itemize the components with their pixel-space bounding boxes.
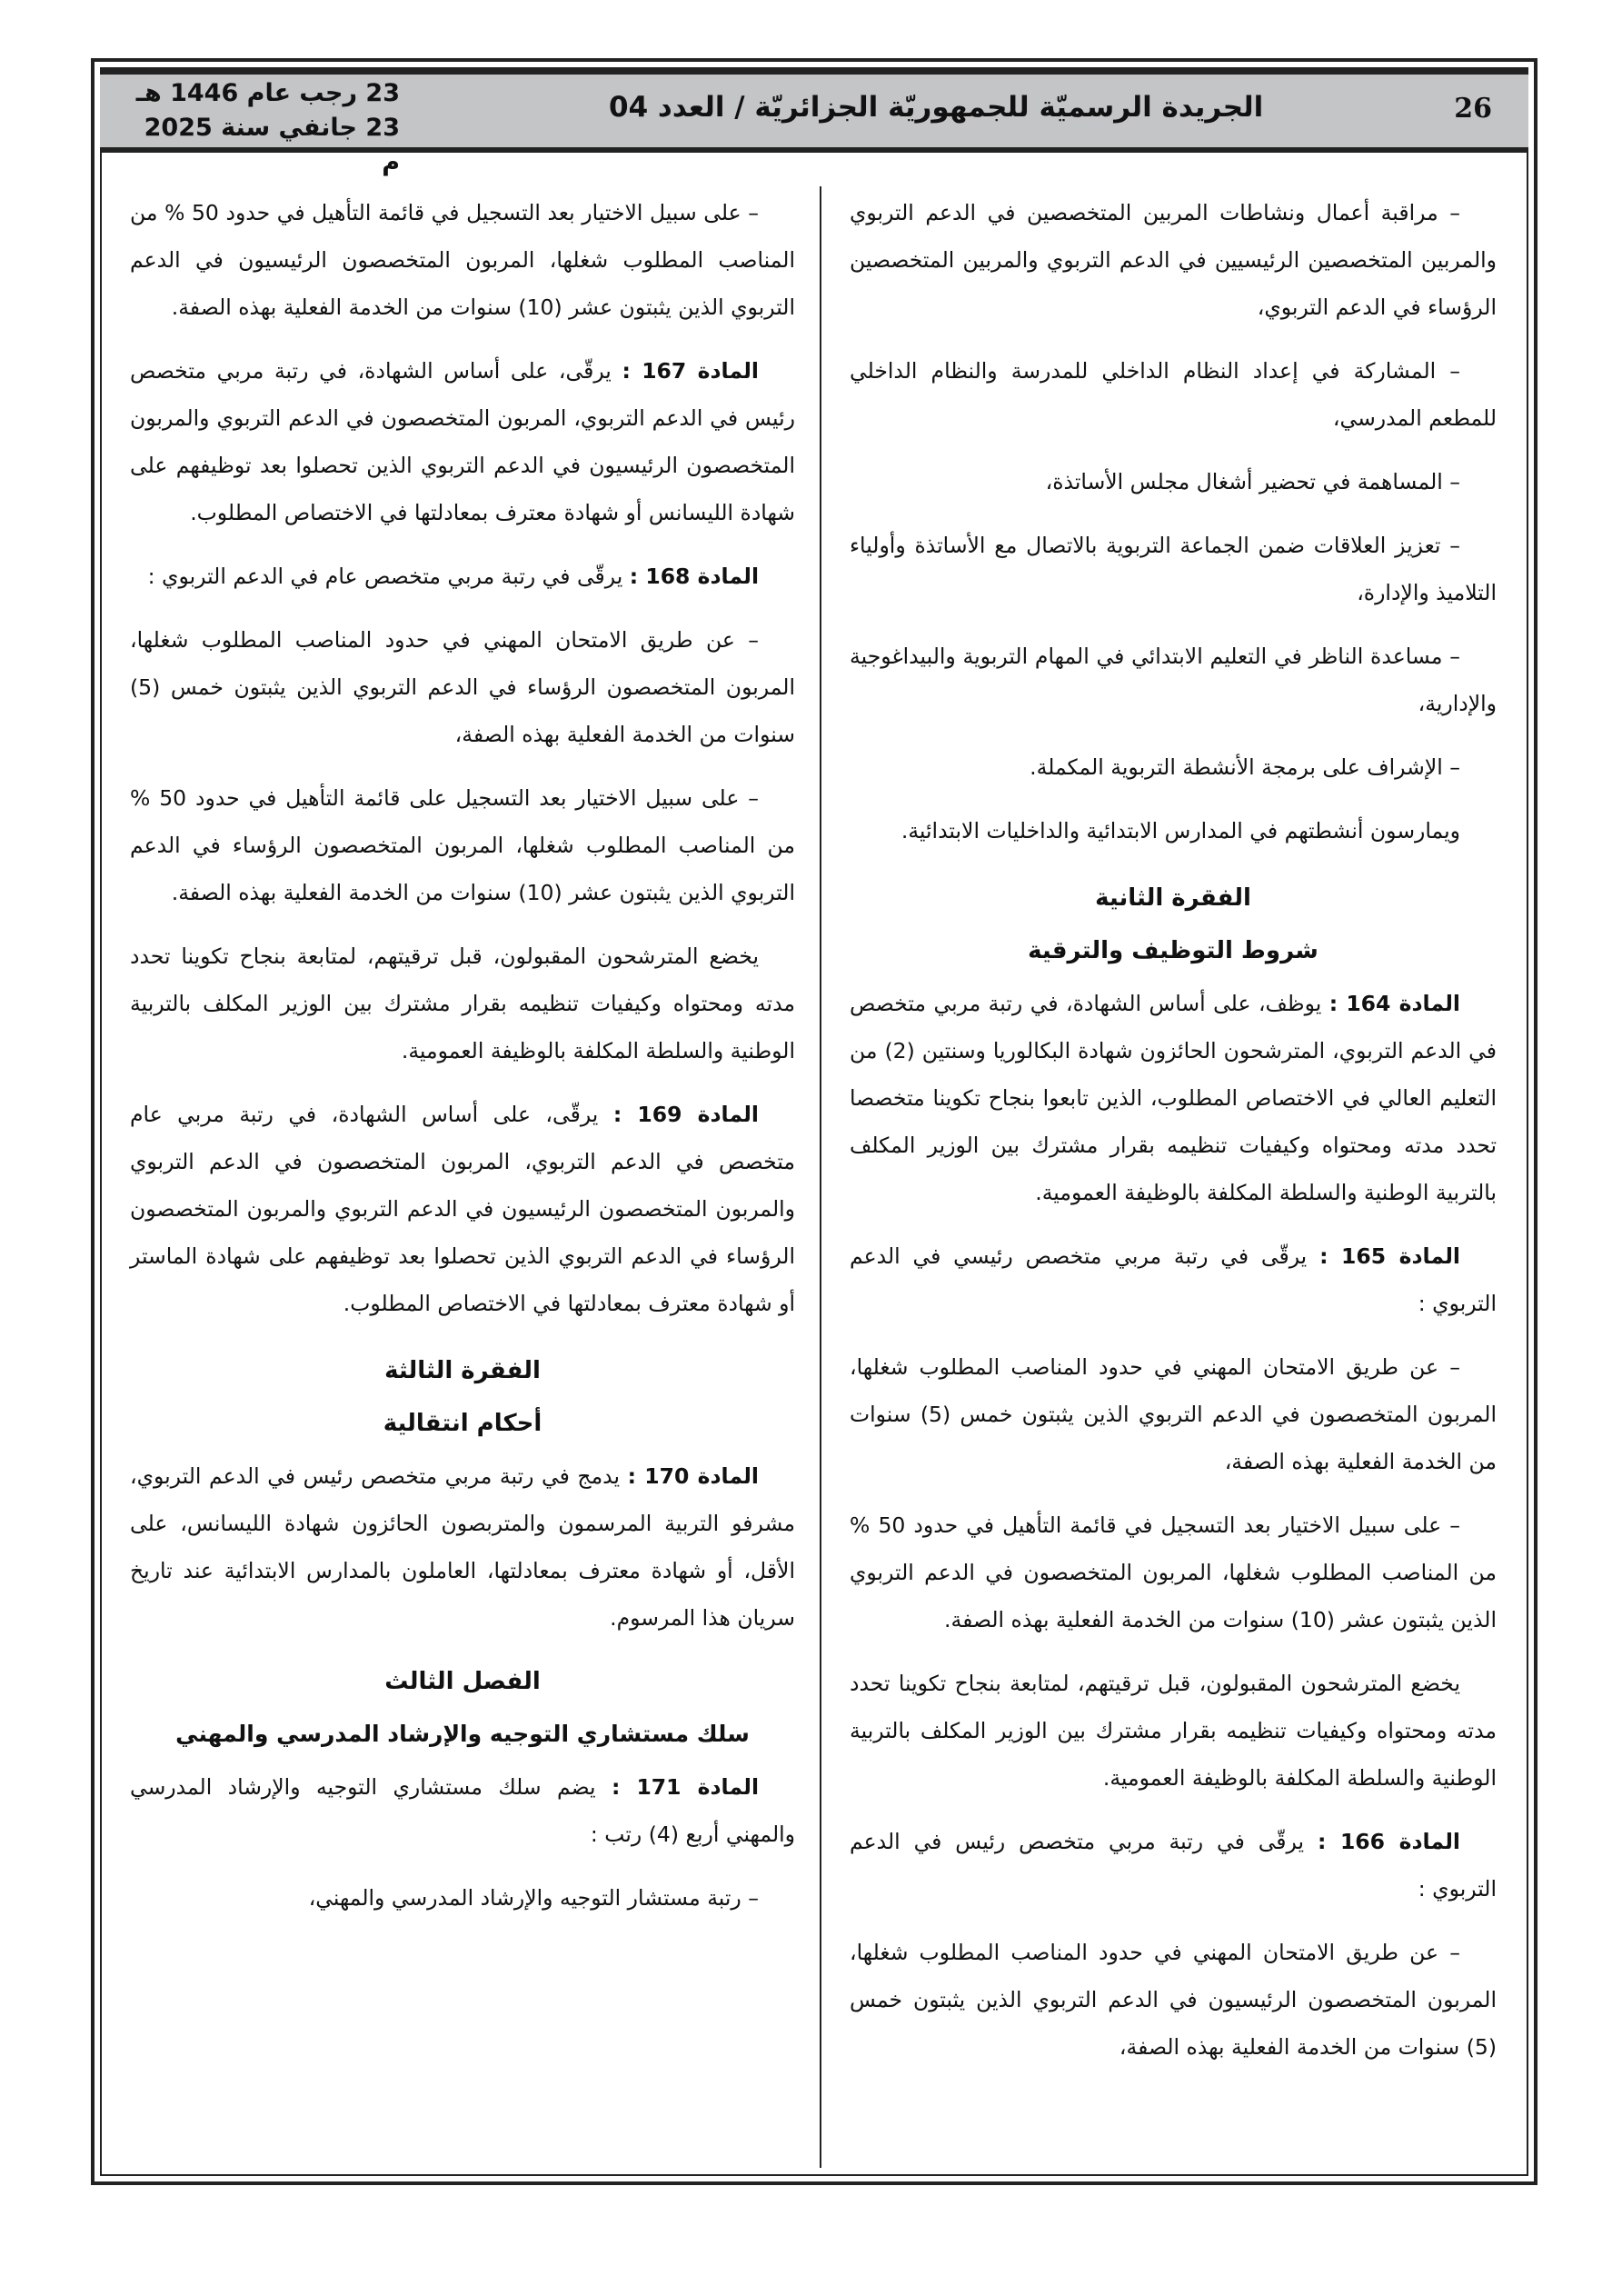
article-label: المادة 166 :: [1317, 1829, 1460, 1854]
article-171: [130, 1763, 795, 1858]
issue-date: [127, 76, 400, 180]
article-text: يرقّى في رتبة مربي متخصص رئيس في الدعم التربوي :: [850, 1829, 1497, 1902]
section-heading: الفقرة الثانية: [1095, 884, 1251, 912]
right-column: [850, 189, 1497, 2087]
article-label: المادة 171 :: [611, 1774, 759, 1800]
section-subheading: شروط التوظيف والترقية: [1028, 937, 1318, 964]
article-label: المادة 165 :: [1319, 1243, 1460, 1269]
date-hijri: 23 رجب عام 1446 هـ: [135, 79, 400, 107]
article-166: [850, 1818, 1497, 1912]
article-164: [850, 980, 1497, 1216]
article-label: المادة 168 :: [629, 564, 759, 589]
article-169: [130, 1091, 795, 1327]
section-subheading: أحكام انتقالية: [383, 1410, 542, 1437]
date-gregorian: 23 جانفي سنة 2025 م: [144, 114, 400, 176]
chapter-subheading: سلك مستشاري التوجيه والإرشاد المدرسي والمهني: [175, 1721, 750, 1747]
bullet-item: – على سبيل الاختيار بعد التسجيل في قائمة التأهيل في حدود 50 % من المناصب المطلوب شغلها، المربون المتخصصون في الدعم التربوي الذين يثبتون عشر (10) سنوات من الخدمة الفعلية بهذه الصفة.: [850, 1512, 1497, 1632]
gazette-title: الجريدة الرسميّة للجمهوريّة الجزائريّة / العدد 04: [609, 91, 1264, 124]
bullet-item: – المشاركة في إعداد النظام الداخلي للمدرسة والنظام الداخلي للمطعم المدرسي،: [850, 358, 1497, 431]
bullet-item: – تعزيز العلاقات ضمن الجماعة التربوية بالاتصال مع الأساتذة وأولياء التلاميذ والإدارة،: [850, 533, 1497, 605]
article-label: المادة 169 :: [612, 1102, 759, 1127]
left-column: [130, 189, 795, 1938]
article-168: [130, 553, 795, 600]
article-text: يوظف، على أساس الشهادة، في رتبة مربي متخصص في الدعم التربوي، المترشحون الحائزون شهادة البكالوريا وسنتين (2) من التعليم العالي في الاختصاص المطلوب، الذين تابعوا بنجاح تكوينا متخصصا تحدد مدته ومحتواه وكيفيات تنظيمه بقرار مشترك بين الوزير المكلف بالتربية الوطنية والسلطة المكلفة بالوظيفة العمومية.: [850, 991, 1497, 1205]
section-heading: الفقرة الثالثة: [384, 1357, 541, 1384]
article-label: المادة 170 :: [627, 1463, 759, 1489]
paragraph: ويمارسون أنشطتهم في المدارس الابتدائية والداخليات الابتدائية.: [901, 818, 1460, 844]
article-text: يرقّى في رتبة مربي متخصص رئيسي في الدعم التربوي :: [850, 1243, 1497, 1316]
bullet-item: – الإشراف على برمجة الأنشطة التربوية المكملة.: [1030, 754, 1460, 780]
gazette-header: [100, 67, 1528, 176]
article-text: يرقّى، على أساس الشهادة، في رتبة مربي عام متخصص في الدعم التربوي، المربون المتخصصون في الدعم التربوي والمربون المتخصصون الرئيسيون في الدعم التربوي والمربون المتخصصون الرؤساء في الدعم التربوي الذين تحصلوا بعد توظيفهم على شهادة الماستر أو شهادة معترف بمعادلتها في الاختصاص المطلوب.: [130, 1102, 795, 1316]
bullet-item: – مراقبة أعمال ونشاطات المربين المتخصصين في الدعم التربوي والمربين المتخصصين الرئيسيين في الدعم التربوي والمربين المتخصصين الرؤساء في الدعم التربوي،: [850, 200, 1497, 320]
article-text: يضم سلك مستشاري التوجيه والإرشاد المدرسي والمهني أربع (4) رتب :: [130, 1774, 795, 1847]
bullet-item: – عن طريق الامتحان المهني في حدود المناصب المطلوب شغلها، المربون المتخصصون الرؤساء في الدعم التربوي الذين يثبتون خمس (5) سنوات من الخدمة الفعلية بهذه الصفة،: [130, 627, 795, 747]
bullet-item: – رتبة مستشار التوجيه والإرشاد المدرسي والمهني،: [308, 1885, 759, 1911]
article-label: المادة 164 :: [1328, 991, 1460, 1016]
paragraph: يخضع المترشحون المقبولون، قبل ترقيتهم، لمتابعة بنجاح تكوينا تحدد مدته ومحتواه وكيفيات تنظيمه بقرار مشترك بين الوزير المكلف بالتربية الوطنية والسلطة المكلفة بالوظيفة العمومية.: [130, 943, 795, 1063]
article-167: [130, 347, 795, 536]
column-divider: [820, 186, 821, 2168]
bullet-item: – عن طريق الامتحان المهني في حدود المناصب المطلوب شغلها، المربون المتخصصون الرئيسيون في الدعم التربوي الذين يثبتون خمس (5) سنوات من الخدمة الفعلية بهذه الصفة،: [850, 1940, 1497, 2060]
bullet-item: – مساعدة الناظر في التعليم الابتدائي في المهام التربوية والبيداغوجية والإدارية،: [850, 644, 1497, 716]
bullet-item: – عن طريق الامتحان المهني في حدود المناصب المطلوب شغلها، المربون المتخصصون في الدعم التربوي الذين يثبتون خمس (5) سنوات من الخدمة الفعلية بهذه الصفة،: [850, 1354, 1498, 1474]
article-165: [850, 1233, 1497, 1327]
article-text: يرقّى في رتبة مربي متخصص عام في الدعم التربوي :: [147, 564, 630, 589]
chapter-heading: الفصل الثالث: [384, 1668, 541, 1695]
bullet-item: – المساهمة في تحضير أشغال مجلس الأساتذة،: [1045, 469, 1460, 494]
page-number: 26: [1454, 93, 1492, 125]
bullet-item: – على سبيل الاختيار بعد التسجيل على قائمة التأهيل في حدود 50 % من المناصب المطلوب شغلها، المربون المتخصصون الرؤساء في الدعم التربوي الذين يثبتون عشر (10) سنوات من الخدمة الفعلية بهذه الصفة.: [130, 785, 795, 905]
article-text: يدمج في رتبة مربي متخصص رئيس في الدعم التربوي، مشرفو التربية المرسمون والمتربصون الحائزون شهادة الليسانس، على الأقل، أو شهادة معترف بمعادلتها، العاملون بالمدارس الابتدائية عند تاريخ سريان هذا المرسوم.: [130, 1463, 795, 1631]
paragraph: يخضع المترشحون المقبولون، قبل ترقيتهم، لمتابعة بنجاح تكوينا تحدد مدته ومحتواه وكيفيات تنظيمه بقرار مشترك بين الوزير المكلف بالتربية الوطنية والسلطة المكلفة بالوظيفة العمومية.: [850, 1671, 1497, 1791]
article-170: [130, 1452, 795, 1642]
bullet-item: – على سبيل الاختيار بعد التسجيل في قائمة التأهيل في حدود 50 % من المناصب المطلوب شغلها، المربون المتخصصون الرئيسيون في الدعم التربوي الذين يثبتون عشر (10) سنوات من الخدمة الفعلية بهذه الصفة.: [130, 200, 795, 320]
article-text: يرقّى، على أساس الشهادة، في رتبة مربي متخصص رئيس في الدعم التربوي، المربون المتخصصون في الدعم التربوي والمربون المتخصصون الرئيسيون في الدعم التربوي الذين تحصلوا بعد توظيفهم على شهادة الليسانس أو شهادة معترف بمعادلتها في الاختصاص المطلوب.: [130, 358, 795, 525]
article-label: المادة 167 :: [622, 358, 759, 384]
